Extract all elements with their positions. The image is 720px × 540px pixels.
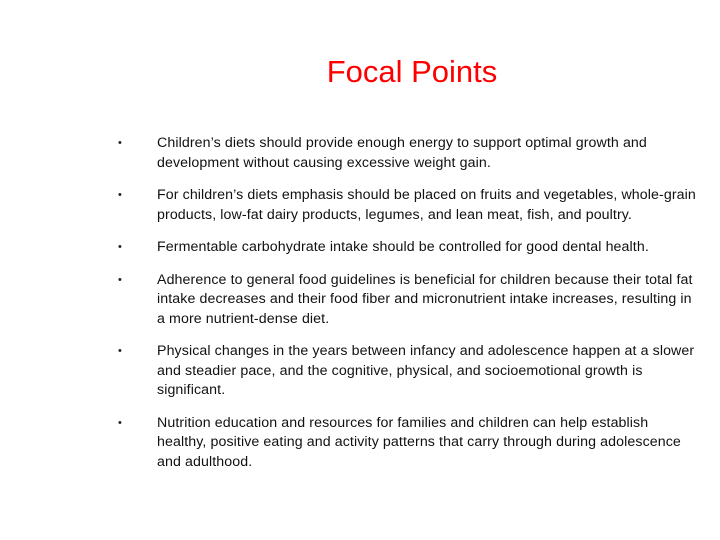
bullet-icon: • bbox=[118, 189, 122, 201]
list-item bbox=[117, 238, 697, 258]
bullet-text: Adherence to general food guidelines is beneficial for children because their total fat intake decreases and their food fiber and micronutrient intake increases, resulting in a more nutrient-dense diet. bbox=[157, 271, 693, 327]
bullet-text: Nutrition education and resources for families and children can help establish healthy, positive eating and activity patterns that carry through during adolescence and adulthood. bbox=[157, 414, 681, 470]
bullet-icon: • bbox=[118, 416, 122, 429]
bullet-text: Fermentable carbohydrate intake should be controlled for good dental health. bbox=[157, 239, 649, 255]
bullet-list bbox=[117, 134, 697, 485]
bullet-text: Children’s diets should provide enough energy to support optimal growth and development without causing excessive weight gain. bbox=[157, 135, 647, 171]
bullet-icon: • bbox=[118, 137, 122, 149]
bullet-icon: • bbox=[118, 241, 122, 253]
bullet-text: For children’s diets emphasis should be placed on fruits and vegetables, whole-grain products, low-fat dairy products, legumes, and lean meat, fish, and poultry. bbox=[157, 187, 696, 223]
bullet-text: Physical changes in the years between infancy and adolescence happen at a slower and steadier pace, and the cognitive, physical, and socioemotional growth is significant. bbox=[157, 343, 695, 398]
bullet-icon: • bbox=[118, 273, 122, 286]
slide-title: Focal Points bbox=[326, 54, 498, 89]
list-item bbox=[117, 271, 697, 330]
list-item bbox=[117, 134, 697, 173]
list-item bbox=[117, 186, 697, 225]
list-item bbox=[117, 414, 697, 473]
bullet-icon: • bbox=[118, 345, 122, 357]
list-item bbox=[117, 342, 697, 401]
